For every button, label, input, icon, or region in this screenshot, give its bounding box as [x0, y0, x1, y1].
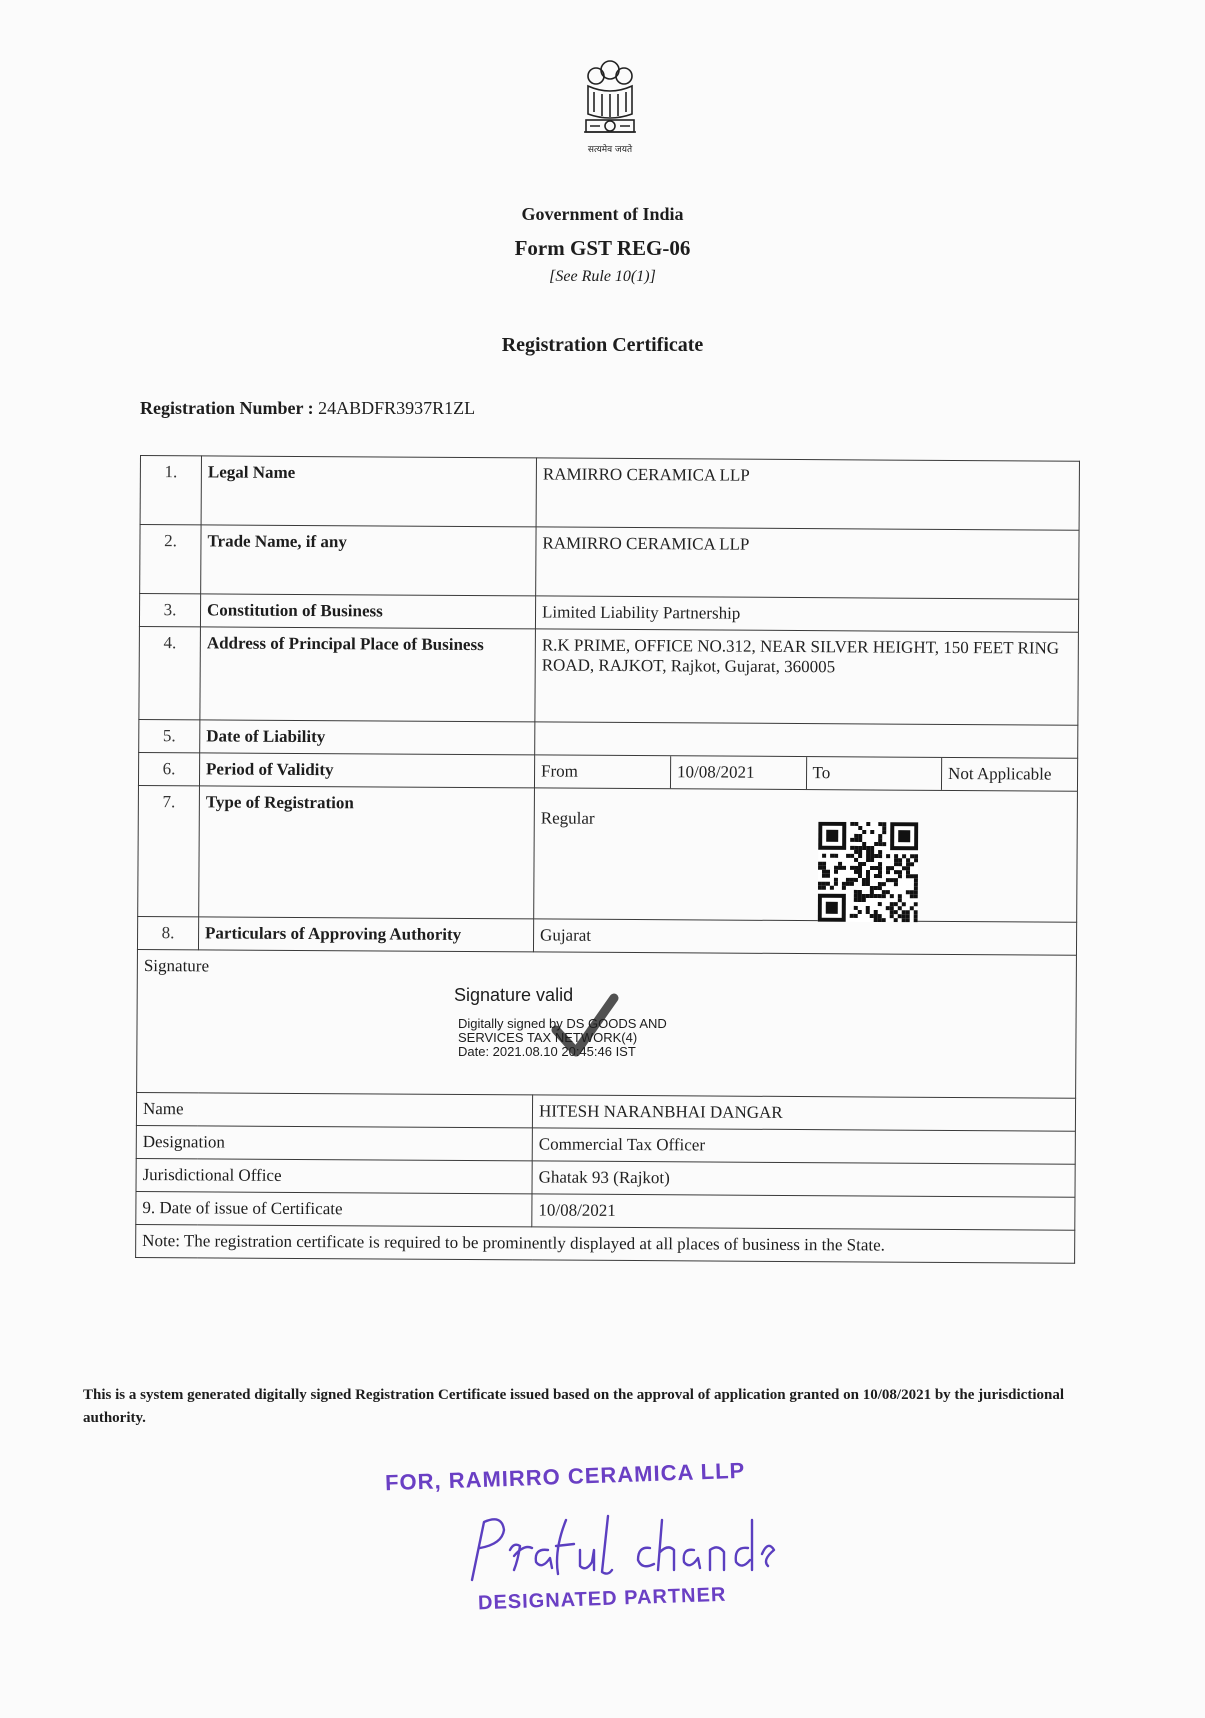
emblem-motto: सत्यमेव जयते [587, 145, 633, 155]
officer-label: Designation [136, 1125, 532, 1160]
row-label: Date of Liability [200, 720, 535, 755]
row-label: Constitution of Business [200, 594, 535, 629]
row-number: 3. [139, 594, 200, 627]
row-label: Period of Validity [199, 753, 534, 788]
registration-number-line [140, 398, 475, 419]
officer-label: Name [136, 1092, 532, 1127]
signature-label: Signature [137, 949, 1077, 1098]
government-heading: Government of India [521, 204, 684, 224]
note-row [136, 1224, 1075, 1263]
legal-name-value: RAMIRRO CERAMICA LLP [536, 458, 1079, 530]
to-value: Not Applicable [948, 763, 1052, 784]
jurisdictional-office-value: Ghatak 93 (Rajkot) [532, 1161, 1075, 1197]
qr-code-icon [818, 822, 919, 923]
date-of-liability-value [535, 722, 1078, 758]
table-row [140, 456, 1079, 531]
row-number: 2. [140, 525, 201, 594]
validity-cell [534, 755, 1077, 791]
officer-label: Jurisdictional Office [136, 1158, 532, 1193]
signature-valid-text: Signature valid [454, 985, 574, 1005]
designation-stamp-text: DESIGNATED PARTNER [477, 1583, 727, 1615]
signature-details [458, 1017, 738, 1059]
to-label: To [806, 757, 942, 790]
note-text: Note: The registration certificate is required to be prominently displayed at all places of business in the State. [136, 1224, 1075, 1263]
row-label: Address of Principal Place of Business [200, 627, 536, 722]
rule-reference: [See Rule 10(1)] [549, 268, 656, 285]
signature-detail-line: SERVICES TAX NETWORK(4) [458, 1030, 638, 1045]
table-row [139, 626, 1079, 725]
handwritten-signature [462, 1500, 782, 1595]
row-number: 6. [138, 752, 199, 785]
row-number: 7. [138, 785, 200, 916]
trade-name-value: RAMIRRO CERAMICA LLP [536, 527, 1079, 599]
row-number: 1. [140, 456, 201, 525]
table-row [140, 525, 1079, 600]
approving-authority-value: Gujarat [533, 919, 1076, 955]
certificate-title: Registration Certificate [501, 334, 704, 356]
national-emblem-icon [574, 52, 646, 160]
row-number: 4. [139, 626, 201, 719]
registration-type-value: Regular [534, 788, 1078, 922]
system-generated-note: This is a system generated digitally signed Registration Certificate issued based on the approval of application granted on 10/08/2021 by the jurisdictional authority. [83, 1387, 1064, 1426]
officer-label: 9. Date of issue of Certificate [136, 1191, 532, 1226]
form-heading: Form GST REG-06 [514, 236, 691, 260]
registration-number-label: Registration Number : [140, 398, 314, 418]
certificate-table [135, 455, 1080, 1264]
officer-name-value: HITESH NARANBHAI DANGAR [532, 1095, 1075, 1131]
validity-subtable [535, 755, 1077, 790]
company-stamp-text: FOR, RAMIRRO CERAMICA LLP [384, 1457, 746, 1496]
signature-detail-line: Date: 2021.08.10 20:45:46 IST [458, 1044, 636, 1059]
signature-detail-line: Digitally signed by DS GOODS AND [458, 1016, 667, 1031]
row-label: Particulars of Approving Authority [198, 917, 533, 952]
table-row [138, 785, 1078, 922]
row-label: Legal Name [201, 456, 536, 527]
row-label: Trade Name, if any [201, 525, 536, 596]
row-number: 5. [139, 719, 200, 752]
designation-value: Commercial Tax Officer [532, 1128, 1075, 1164]
row-number: 8. [137, 916, 198, 949]
issue-date-value: 10/08/2021 [532, 1194, 1075, 1230]
constitution-value: Limited Liability Partnership [535, 596, 1078, 632]
address-value: R.K PRIME, OFFICE NO.312, NEAR SILVER HEIGHT, 150 FEET RING ROAD, RAJKOT, Rajkot, Gujarat, 360005 [535, 629, 1079, 725]
from-value: 10/08/2021 [670, 756, 806, 789]
registration-number-value: 24ABDFR3937R1ZL [318, 398, 476, 418]
from-label: From [535, 755, 671, 788]
row-label: Type of Registration [199, 786, 535, 919]
